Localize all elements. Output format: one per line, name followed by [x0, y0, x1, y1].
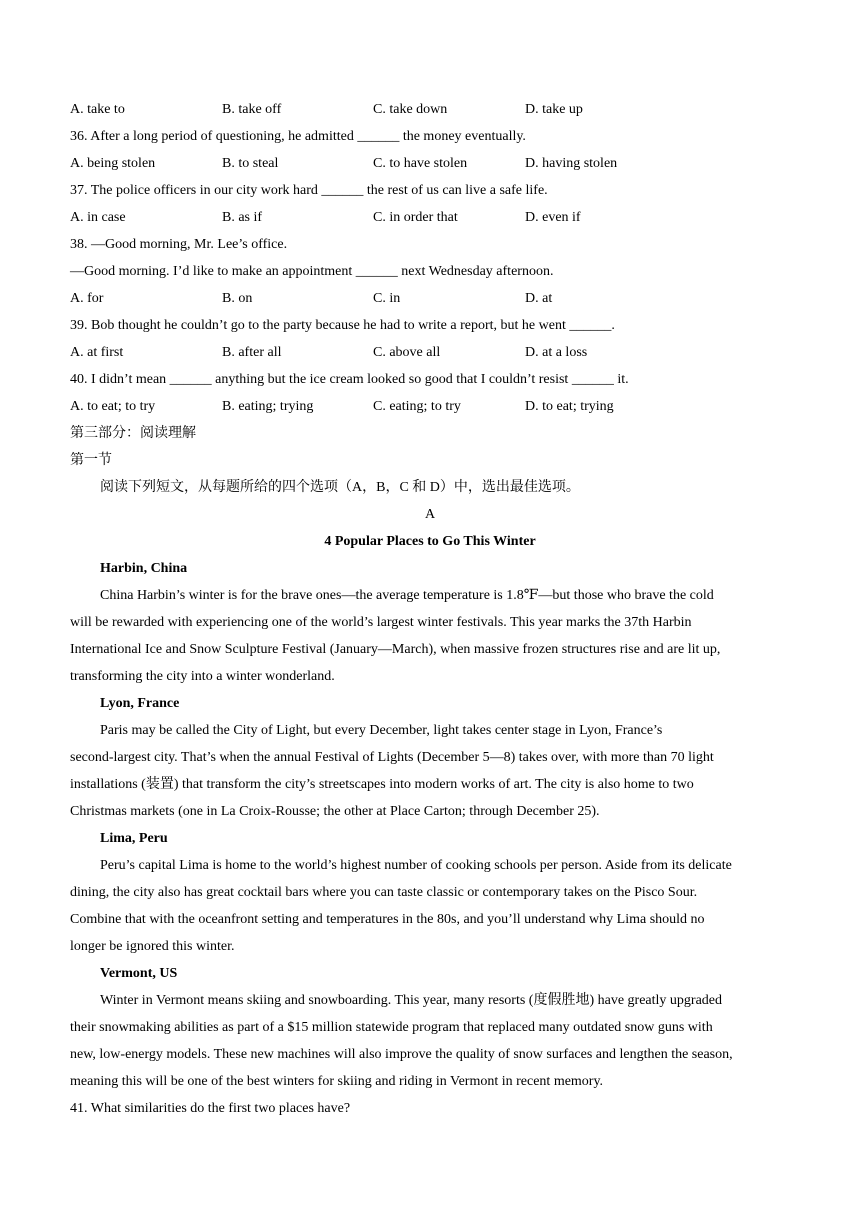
option-c: C. in order that [373, 210, 458, 225]
section-subsection-heading: 第一节 [70, 453, 112, 468]
option-b: B. eating; trying [222, 399, 314, 414]
paragraph-line: will be rewarded with experiencing one of the world’s largest winter festivals. This year marks the 37th Harbin [70, 615, 692, 630]
place-heading-lyon: Lyon, France [100, 696, 180, 711]
question-39-options [70, 339, 790, 366]
option-d: D. at a loss [525, 345, 588, 360]
passage-title: 4 Popular Places to Go This Winter [324, 534, 536, 549]
question-38-options [70, 285, 790, 312]
option-b: B. to steal [222, 156, 279, 171]
option-c: C. take down [373, 102, 448, 117]
option-d: D. at [525, 291, 553, 306]
passage-letter: A [424, 507, 436, 522]
option-a: A. at first [70, 345, 124, 360]
option-d: D. to eat; trying [525, 399, 614, 414]
paragraph-line: Paris may be called the City of Light, but every December, light takes center stage in Lyon, France’s [100, 723, 663, 738]
paragraph-line: meaning this will be one of the best winters for skiing and riding in Vermont in recent memory. [70, 1074, 604, 1089]
paragraph-line: Combine that with the oceanfront setting and temperatures in the 80s, and you’ll understand why Lima should no [70, 912, 705, 927]
option-d: D. even if [525, 210, 581, 225]
question-38-stem-reply: —Good morning. I’d like to make an appointment ______ next Wednesday afternoon. [70, 264, 554, 279]
option-a: A. being stolen [70, 156, 156, 171]
paragraph-line: second-largest city. That’s when the annual Festival of Lights (December 5—8) takes over, with more than 70 light [70, 750, 714, 765]
place-heading-harbin: Harbin, China [100, 561, 188, 576]
question-37-options [70, 204, 790, 231]
option-b: B. as if [222, 210, 263, 225]
option-d: D. having stolen [525, 156, 618, 171]
paragraph-line: longer be ignored this winter. [70, 939, 235, 954]
option-c: C. above all [373, 345, 441, 360]
paragraph-line: International Ice and Snow Sculpture Festival (January—March), when massive frozen structures rise and are lit up, [70, 642, 721, 657]
place-heading-vermont: Vermont, US [100, 966, 178, 981]
question-36-options [70, 150, 790, 177]
question-36-stem: 36. After a long period of questioning, he admitted ______ the money eventually. [70, 129, 526, 144]
question-41-stem: 41. What similarities do the first two places have? [70, 1101, 351, 1116]
option-a: A. to eat; to try [70, 399, 156, 414]
place-heading-lima: Lima, Peru [100, 831, 168, 846]
paragraph-line: Peru’s capital Lima is home to the world’s highest number of cooking schools per person. Aside from its delicate [100, 858, 732, 873]
option-c: C. eating; to try [373, 399, 461, 414]
option-a: A. for [70, 291, 104, 306]
paragraph-line: installations (装置) that transform the city’s streetscapes into modern works of art. The city is also home to two [70, 777, 694, 792]
paragraph-line: China Harbin’s winter is for the brave ones—the average temperature is 1.8℉—but those who brave the cold [100, 588, 714, 603]
option-d: D. take up [525, 102, 583, 117]
question-37-stem: 37. The police officers in our city work hard ______ the rest of us can live a safe life. [70, 183, 548, 198]
paragraph-line: transforming the city into a winter wonderland. [70, 669, 335, 684]
paragraph-line: dining, the city also has great cocktail bars where you can taste classic or contemporary takes on the Pisco Sour. [70, 885, 698, 900]
option-b: B. take off [222, 102, 282, 117]
option-a: A. take to [70, 102, 125, 117]
paragraph-line: new, low-energy models. These new machines will also improve the quality of snow surfaces and lengthen the season, [70, 1047, 733, 1062]
option-c: C. in [373, 291, 401, 306]
section-instruction: 阅读下列短文，从每题所给的四个选项（A，B，C 和 D）中，选出最佳选项。 [100, 480, 580, 495]
option-b: B. on [222, 291, 253, 306]
question-39-stem: 39. Bob thought he couldn’t go to the party because he had to write a report, but he went ______. [70, 318, 615, 333]
option-a: A. in case [70, 210, 126, 225]
question-40-stem: 40. I didn’t mean ______ anything but the ice cream looked so good that I couldn’t resist ______ it. [70, 372, 629, 387]
question-40-options [70, 393, 790, 420]
option-c: C. to have stolen [373, 156, 468, 171]
question-38-stem: 38. —Good morning, Mr. Lee’s office. [70, 237, 288, 252]
option-b: B. after all [222, 345, 282, 360]
paragraph-line: Winter in Vermont means skiing and snowboarding. This year, many resorts (度假胜地) have greatly upgraded [100, 993, 722, 1008]
paragraph-line: Christmas markets (one in La Croix-Rousse; the other at Place Carton; through December 25). [70, 804, 600, 819]
section-part-heading: 第三部分：阅读理解 [70, 426, 196, 441]
document-page [70, 96, 790, 1122]
paragraph-line: their snowmaking abilities as part of a $15 million statewide program that replaced many outdated snow guns with [70, 1020, 713, 1035]
question-35-options [70, 96, 790, 123]
